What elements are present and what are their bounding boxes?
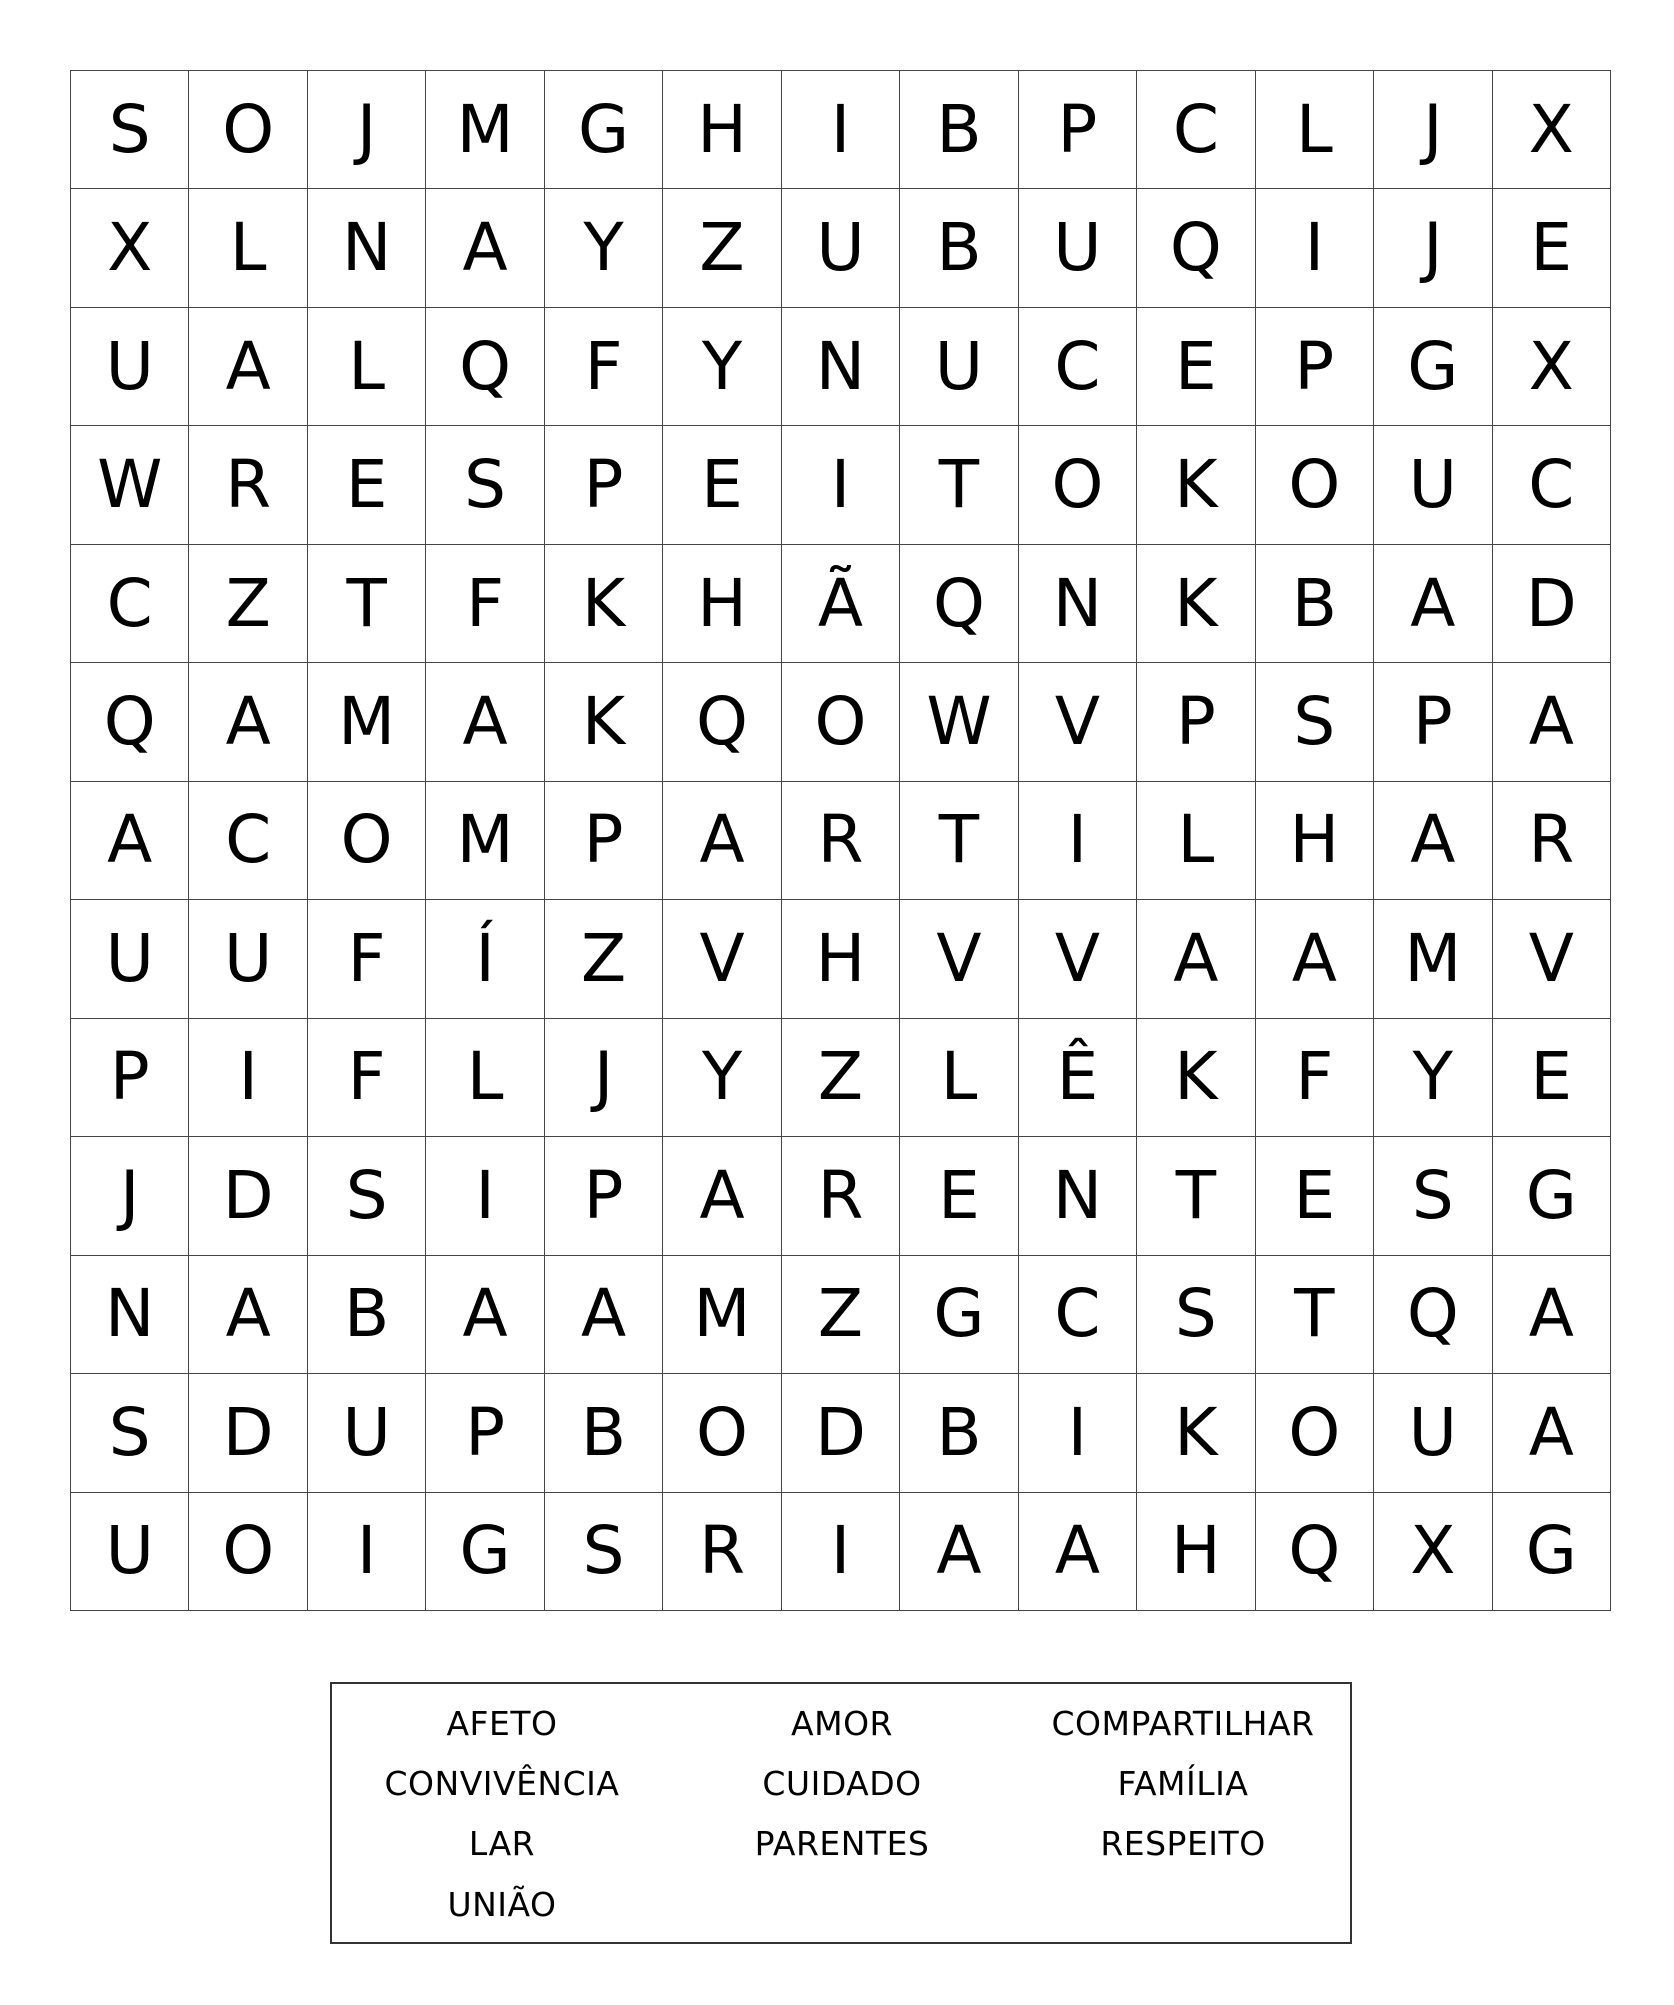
word-bank — [330, 1682, 1352, 1944]
word-bank-item: UNIÃO — [447, 1885, 557, 1924]
grid-cell[interactable]: P — [545, 426, 663, 544]
grid-cell[interactable]: P — [545, 1137, 663, 1255]
word-bank-item: AFETO — [446, 1704, 558, 1743]
grid-cell[interactable]: U — [782, 189, 900, 307]
grid-cell[interactable]: Ã — [782, 545, 900, 663]
grid-cell[interactable]: O — [782, 663, 900, 781]
grid-cell[interactable]: H — [663, 71, 781, 189]
grid-cell[interactable]: A — [189, 308, 307, 426]
grid-cell[interactable]: H — [1256, 782, 1374, 900]
grid-cell[interactable]: N — [71, 1256, 189, 1374]
grid-cell[interactable]: Q — [1256, 1493, 1374, 1611]
word-search-grid — [70, 70, 1611, 1611]
grid-cell[interactable]: A — [1374, 545, 1492, 663]
grid-cell[interactable]: P — [1256, 308, 1374, 426]
grid-cell[interactable]: C — [189, 782, 307, 900]
grid-cell[interactable]: E — [1493, 189, 1611, 307]
grid-cell[interactable]: A — [545, 1256, 663, 1374]
grid-cell[interactable]: U — [71, 1493, 189, 1611]
grid-cell[interactable]: L — [1137, 782, 1255, 900]
grid-cell[interactable]: K — [1137, 1374, 1255, 1492]
grid-cell[interactable]: D — [189, 1374, 307, 1492]
grid-cell[interactable]: A — [1493, 663, 1611, 781]
grid-cell[interactable]: L — [426, 1019, 544, 1137]
grid-cell[interactable]: S — [426, 426, 544, 544]
grid-cell[interactable]: Y — [663, 308, 781, 426]
grid-cell[interactable]: S — [1374, 1137, 1492, 1255]
grid-cell[interactable]: U — [189, 900, 307, 1018]
grid-cell[interactable]: C — [1019, 308, 1137, 426]
grid-cell[interactable]: Ê — [1019, 1019, 1137, 1137]
grid-cell[interactable]: I — [782, 71, 900, 189]
grid-cell[interactable]: O — [189, 71, 307, 189]
grid-cell[interactable]: A — [1374, 782, 1492, 900]
grid-cell[interactable]: X — [1493, 71, 1611, 189]
grid-cell[interactable]: A — [1019, 1493, 1137, 1611]
grid-cell[interactable]: K — [1137, 426, 1255, 544]
grid-cell[interactable]: U — [1374, 426, 1492, 544]
grid-cell[interactable]: Q — [663, 663, 781, 781]
grid-cell[interactable]: C — [71, 545, 189, 663]
grid-cell[interactable]: A — [426, 663, 544, 781]
grid-cell[interactable]: C — [1493, 426, 1611, 544]
grid-cell[interactable]: E — [663, 426, 781, 544]
grid-cell[interactable]: H — [1137, 1493, 1255, 1611]
grid-cell[interactable]: E — [1256, 1137, 1374, 1255]
grid-cell[interactable]: R — [782, 1137, 900, 1255]
grid-cell[interactable]: I — [1256, 189, 1374, 307]
grid-cell[interactable]: R — [189, 426, 307, 544]
grid-cell[interactable]: B — [545, 1374, 663, 1492]
grid-cell[interactable]: N — [782, 308, 900, 426]
grid-cell[interactable]: U — [71, 900, 189, 1018]
grid-cell[interactable]: U — [1019, 189, 1137, 307]
grid-cell[interactable]: M — [308, 663, 426, 781]
grid-cell[interactable]: T — [1256, 1256, 1374, 1374]
grid-cell[interactable]: Z — [782, 1256, 900, 1374]
grid-cell[interactable]: V — [1019, 900, 1137, 1018]
grid-cell[interactable]: D — [782, 1374, 900, 1492]
grid-cell[interactable]: Z — [189, 545, 307, 663]
grid-cell[interactable]: Z — [782, 1019, 900, 1137]
grid-cell[interactable]: P — [1137, 663, 1255, 781]
grid-cell[interactable]: B — [900, 1374, 1018, 1492]
grid-cell[interactable]: X — [1493, 308, 1611, 426]
grid-cell[interactable]: J — [1374, 189, 1492, 307]
grid-cell[interactable]: I — [782, 426, 900, 544]
grid-cell[interactable]: A — [663, 1137, 781, 1255]
grid-cell[interactable]: O — [1256, 1374, 1374, 1492]
grid-cell[interactable]: F — [1256, 1019, 1374, 1137]
grid-cell[interactable]: U — [900, 308, 1018, 426]
grid-cell[interactable]: A — [426, 189, 544, 307]
grid-cell[interactable]: L — [189, 189, 307, 307]
grid-cell[interactable]: E — [308, 426, 426, 544]
word-bank-item: PARENTES — [754, 1824, 930, 1863]
grid-cell[interactable]: Q — [71, 663, 189, 781]
grid-cell[interactable]: O — [1019, 426, 1137, 544]
grid-cell[interactable]: C — [1019, 1256, 1137, 1374]
grid-cell[interactable]: T — [900, 782, 1018, 900]
grid-cell[interactable]: I — [189, 1019, 307, 1137]
grid-cell[interactable]: W — [900, 663, 1018, 781]
grid-cell[interactable]: L — [900, 1019, 1018, 1137]
grid-cell[interactable]: A — [71, 782, 189, 900]
grid-cell[interactable]: K — [1137, 545, 1255, 663]
grid-cell[interactable]: N — [308, 189, 426, 307]
grid-cell[interactable]: K — [545, 663, 663, 781]
grid-cell[interactable]: Q — [1374, 1256, 1492, 1374]
grid-cell[interactable]: F — [426, 545, 544, 663]
word-bank-item: COMPARTILHAR — [1051, 1704, 1315, 1743]
grid-cell[interactable]: I — [782, 1493, 900, 1611]
grid-cell[interactable]: A — [663, 782, 781, 900]
grid-cell[interactable]: U — [1374, 1374, 1492, 1492]
grid-cell[interactable]: Í — [426, 900, 544, 1018]
grid-cell[interactable]: I — [426, 1137, 544, 1255]
grid-cell[interactable]: H — [663, 545, 781, 663]
grid-cell[interactable]: Z — [663, 189, 781, 307]
grid-cell[interactable]: B — [1256, 545, 1374, 663]
grid-cell[interactable]: G — [1493, 1493, 1611, 1611]
grid-cell[interactable]: S — [71, 71, 189, 189]
grid-cell[interactable]: E — [1137, 308, 1255, 426]
grid-cell[interactable]: J — [71, 1137, 189, 1255]
grid-cell[interactable]: P — [545, 782, 663, 900]
grid-cell[interactable]: K — [1137, 1019, 1255, 1137]
grid-cell[interactable]: I — [1019, 1374, 1137, 1492]
word-bank-item: LAR — [468, 1824, 536, 1863]
grid-cell[interactable]: P — [71, 1019, 189, 1137]
grid-cell[interactable]: O — [308, 782, 426, 900]
grid-cell[interactable]: R — [782, 782, 900, 900]
grid-cell[interactable]: A — [1493, 1374, 1611, 1492]
grid-cell[interactable]: B — [900, 71, 1018, 189]
grid-cell[interactable]: L — [1256, 71, 1374, 189]
grid-cell[interactable]: O — [663, 1374, 781, 1492]
grid-cell[interactable]: J — [545, 1019, 663, 1137]
grid-cell[interactable]: C — [1137, 71, 1255, 189]
grid-cell[interactable]: F — [308, 900, 426, 1018]
grid-cell[interactable]: X — [71, 189, 189, 307]
grid-cell[interactable]: H — [782, 900, 900, 1018]
grid-cell[interactable]: S — [71, 1374, 189, 1492]
word-bank-item: CUIDADO — [762, 1764, 922, 1803]
word-bank-item: AMOR — [791, 1704, 893, 1743]
grid-cell[interactable]: Y — [545, 189, 663, 307]
grid-cell[interactable]: Q — [1137, 189, 1255, 307]
grid-cell[interactable]: V — [663, 900, 781, 1018]
grid-cell[interactable]: A — [1137, 900, 1255, 1018]
word-bank-item: FAMÍLIA — [1117, 1764, 1249, 1803]
grid-cell[interactable]: M — [1374, 900, 1492, 1018]
grid-cell[interactable]: O — [189, 1493, 307, 1611]
grid-cell[interactable]: M — [426, 782, 544, 900]
grid-cell[interactable]: M — [663, 1256, 781, 1374]
grid-cell[interactable]: B — [308, 1256, 426, 1374]
grid-cell[interactable]: M — [426, 71, 544, 189]
grid-cell[interactable]: I — [308, 1493, 426, 1611]
grid-cell[interactable]: U — [308, 1374, 426, 1492]
grid-cell[interactable]: S — [1256, 663, 1374, 781]
grid-cell[interactable]: Y — [663, 1019, 781, 1137]
grid-cell[interactable]: A — [1493, 1256, 1611, 1374]
grid-cell[interactable]: R — [663, 1493, 781, 1611]
grid-cell[interactable]: V — [1019, 663, 1137, 781]
grid-cell[interactable]: G — [545, 71, 663, 189]
grid-cell[interactable]: U — [71, 308, 189, 426]
grid-cell[interactable]: K — [545, 545, 663, 663]
grid-cell[interactable]: Z — [545, 900, 663, 1018]
grid-cell[interactable]: E — [900, 1137, 1018, 1255]
grid-cell[interactable]: P — [1019, 71, 1137, 189]
grid-cell[interactable]: E — [1493, 1019, 1611, 1137]
grid-cell[interactable]: B — [900, 189, 1018, 307]
grid-cell[interactable]: J — [308, 71, 426, 189]
grid-cell[interactable]: F — [308, 1019, 426, 1137]
grid-cell[interactable]: R — [1493, 782, 1611, 900]
grid-cell[interactable]: S — [545, 1493, 663, 1611]
grid-cell[interactable]: N — [1019, 1137, 1137, 1255]
grid-cell[interactable]: X — [1374, 1493, 1492, 1611]
grid-cell[interactable]: L — [308, 308, 426, 426]
grid-cell[interactable]: I — [1019, 782, 1137, 900]
grid-cell[interactable]: T — [900, 426, 1018, 544]
grid-cell[interactable]: S — [308, 1137, 426, 1255]
grid-cell[interactable]: O — [1256, 426, 1374, 544]
grid-cell[interactable]: J — [1374, 71, 1492, 189]
grid-cell[interactable]: N — [1019, 545, 1137, 663]
grid-cell[interactable]: T — [308, 545, 426, 663]
grid-cell[interactable]: D — [189, 1137, 307, 1255]
grid-cell[interactable]: F — [545, 308, 663, 426]
grid-cell[interactable]: V — [1493, 900, 1611, 1018]
word-bank-item: CONVIVÊNCIA — [384, 1764, 620, 1803]
grid-cell[interactable]: A — [189, 1256, 307, 1374]
word-bank-item: RESPEITO — [1100, 1824, 1266, 1863]
grid-cell[interactable]: W — [71, 426, 189, 544]
grid-cell[interactable]: G — [1374, 308, 1492, 426]
grid-cell[interactable]: G — [900, 1256, 1018, 1374]
grid-cell[interactable]: D — [1493, 545, 1611, 663]
grid-cell[interactable]: P — [1374, 663, 1492, 781]
grid-cell[interactable]: Y — [1374, 1019, 1492, 1137]
grid-cell[interactable]: A — [426, 1256, 544, 1374]
grid-cell[interactable]: G — [1493, 1137, 1611, 1255]
grid-cell[interactable]: G — [426, 1493, 544, 1611]
grid-cell[interactable]: S — [1137, 1256, 1255, 1374]
grid-cell[interactable]: A — [189, 663, 307, 781]
grid-cell[interactable]: P — [426, 1374, 544, 1492]
grid-cell[interactable]: V — [900, 900, 1018, 1018]
grid-cell[interactable]: Q — [900, 545, 1018, 663]
grid-cell[interactable]: A — [1256, 900, 1374, 1018]
grid-cell[interactable]: Q — [426, 308, 544, 426]
grid-cell[interactable]: T — [1137, 1137, 1255, 1255]
grid-cell[interactable]: A — [900, 1493, 1018, 1611]
